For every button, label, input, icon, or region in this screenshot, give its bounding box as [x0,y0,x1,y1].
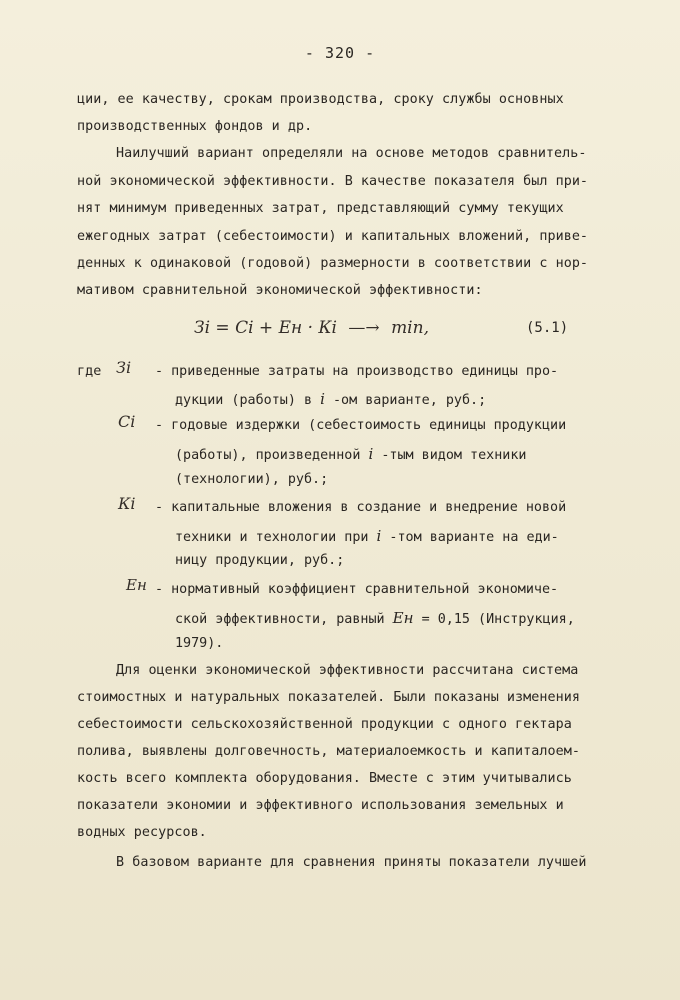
definition-line: (работы), произведенной i -тым видом техники [175,445,527,463]
definition-line: ницу продукции, руб.; [175,553,345,568]
paragraph-line: полива, выявлены долговечность, материалоемкость и капиталоем- [77,744,580,759]
symbol-ki: Кi [118,494,136,513]
paragraph-line: Наилучший вариант определяли на основе методов сравнитель- [116,146,587,161]
paragraph-line: Для оценки экономической эффективности рассчитана система [116,663,579,678]
variable-i: i [376,527,382,545]
paragraph-line: ции, ее качеству, срокам производства, сроку службы основных [77,92,564,107]
definition-line: - годовые издержки (себестоимость единицы продукции [155,418,567,433]
definition-line: техники и технологии при i -том варианте на еди- [175,527,559,545]
paragraph-line: кость всего комплекта оборудования. Вместе с этим учитывались [77,771,572,786]
formula-lhs: Зi = Ci + Eн · Кi [194,318,337,338]
variable-en: Eн [392,609,414,627]
where-word: где [77,364,102,379]
formula-comma: , [423,318,429,338]
variable-i: i [320,390,325,408]
formula [194,318,429,338]
variable-i: i [368,445,374,463]
paragraph-line: водных ресурсов. [77,825,207,840]
paragraph-line: себестоимости сельскохозяйственной продукции с одного гектара [77,717,572,732]
definition-line: - капитальные вложения в создание и внедрение новой [155,500,567,515]
paragraph-line: ежегодных затрат (себестоимости) и капитальных вложений, приве- [77,229,589,244]
paragraph-line: ной экономической эффективности. В качестве показателя был при- [77,174,589,189]
paragraph-line: В базовом варианте для сравнения приняты показатели лучшей [116,855,587,870]
formula-rhs: min [391,318,424,338]
paragraph-line: мативом сравнительной экономической эффективности: [77,283,483,298]
formula-number: (5.1) [526,320,569,336]
definition-line: ской эффективности, равный Eн = 0,15 (Инструкция, [175,609,575,627]
definition-line: 1979). [175,636,224,651]
symbol-en: Eн [126,576,147,594]
definition-line: дукции (работы) в i -ом варианте, руб.; [175,390,487,408]
paragraph-line: производственных фондов и др. [77,119,313,134]
formula-arrow: —→ [348,318,380,338]
paragraph-line: показатели экономии и эффективного использования земельных и [77,798,564,813]
symbol-ci: Ci [118,412,136,431]
definition-line: - нормативный коэффициент сравнительной экономиче- [155,582,559,597]
paragraph-line: стоимостных и натуральных показателей. Были показаны изменения [77,690,580,705]
paragraph-line: денных к одинаковой (годовой) размерности в соответствии с нор- [77,256,589,271]
paragraph-line: нят минимум приведенных затрат, представляющий сумму текущих [77,201,564,216]
symbol-zi: Зi [116,358,132,377]
page-number: - 320 - [304,44,376,62]
definition-line: - приведенные затраты на производство единицы про- [155,364,559,379]
definition-line: (технологии), руб.; [175,472,329,487]
